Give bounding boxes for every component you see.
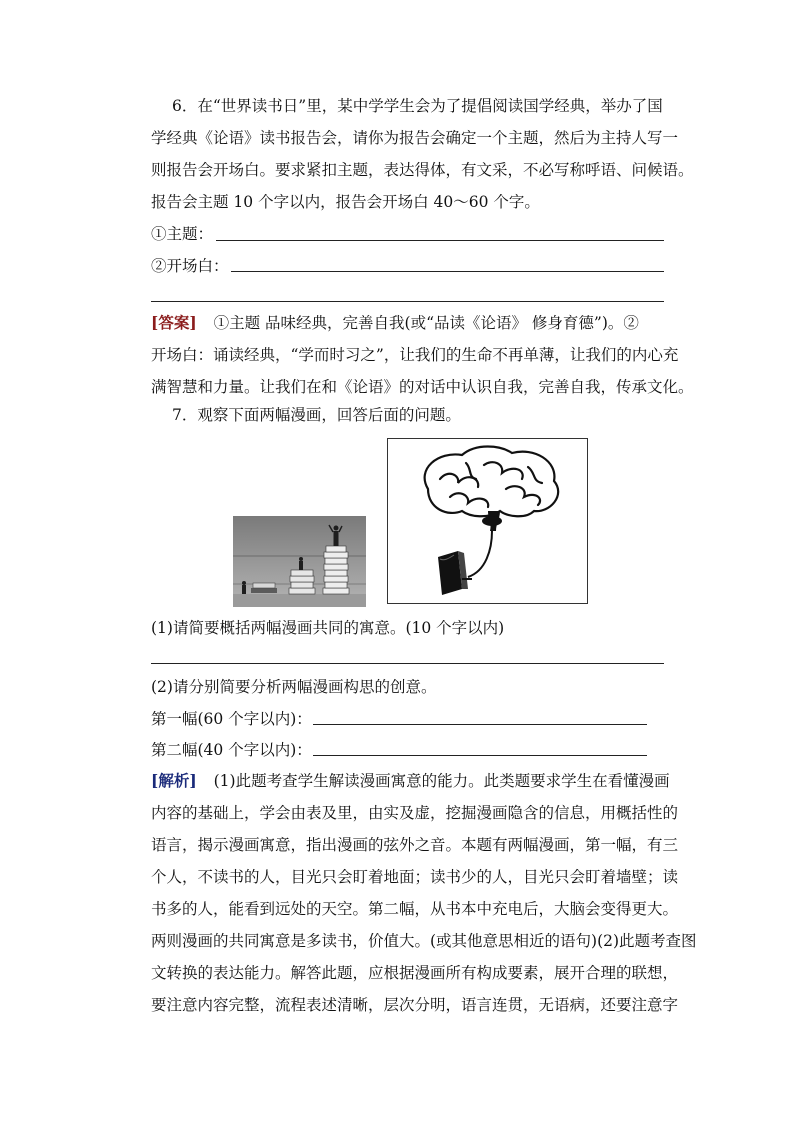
cartoon-reading-heights — [233, 516, 366, 607]
analysis-line-2: 内容的基础上，学会由表及里，由实及虚，挖掘漫画隐含的信息，用概括性的 — [151, 804, 679, 822]
theme-answer-line[interactable] — [216, 240, 664, 241]
opening-answer-line-2[interactable] — [151, 301, 664, 302]
analysis-text-1: (1)此题考查学生解读漫画寓意的能力。此类题要求学生在看懂漫画 — [213, 772, 670, 790]
analysis-line-5: 书多的人，能看到远处的天空。第二幅，从书本中充电后，大脑会变得更大。 — [151, 900, 679, 918]
answer-line-2: 开场白：诵读经典，“学而时习之”，让我们的生命不再单薄，让我们的内心充 — [151, 346, 679, 364]
analysis-line-3: 语言，揭示漫画寓意，指出漫画的弦外之音。本题有两幅漫画，第一幅，有三 — [151, 836, 679, 854]
q7-sub1: (1)请简要概括两幅漫画共同的寓意。(10 个字以内) — [151, 619, 505, 637]
q6-line-4: 报告会主题 10 个字以内，报告会开场白 40～60 个字。 — [151, 193, 540, 211]
q7-stem: 7．观察下面两幅漫画，回答后面的问题。 — [172, 406, 461, 424]
answer-text-1: ①主题 品味经典，完善自我(或“品读《论语》 修身育德”)。② — [213, 314, 639, 332]
q6-line-3: 则报告会开场白。要求紧扣主题，表达得体，有文采，不必写称呼语、问候语。 — [151, 161, 694, 179]
q6-line-1: 6．在“世界读书日”里，某中学学生会为了提倡阅读国学经典，举办了国 — [172, 97, 663, 115]
panel2-label: 第二幅(40 个字以内)： — [151, 741, 312, 759]
book-stacks-illustration — [233, 516, 366, 607]
opening-answer-line-1[interactable] — [231, 271, 664, 272]
q6-line-2: 学经典《论语》读书报告会，请你为报告会确定一个主题，然后为主持人写一 — [151, 129, 679, 147]
answer-line-3: 满智慧和力量。让我们在和《论语》的对话中认识自我，完善自我，传承文化。 — [151, 378, 694, 396]
q7-sub2: (2)请分别简要分析两幅漫画构思的创意。 — [151, 678, 437, 696]
opening-label: ②开场白： — [151, 257, 229, 275]
analysis-line-1 — [151, 771, 670, 791]
analysis-line-8: 要注意内容完整，流程表述清晰，层次分明，语言连贯，无语病，还要注意字 — [151, 996, 679, 1014]
sub1-answer-line[interactable] — [151, 663, 664, 664]
panel1-label: 第一幅(60 个字以内)： — [151, 710, 312, 728]
cartoon-brain-charging — [387, 438, 588, 604]
panel2-answer-line[interactable] — [313, 755, 647, 756]
panel1-answer-line[interactable] — [313, 724, 647, 725]
analysis-line-6: 两则漫画的共同寓意是多读书，价值大。(或其他意思相近的语句)(2)此题考查图 — [151, 932, 697, 950]
analysis-tag: [解析] — [151, 771, 197, 790]
answer-line-1 — [151, 313, 662, 333]
theme-label: ①主题： — [151, 225, 214, 243]
analysis-line-7: 文转换的表达能力。解答此题，应根据漫画所有构成要素，展开合理的联想， — [151, 964, 679, 982]
analysis-line-4: 个人，不读书的人，目光只会盯着地面；读书少的人，目光只会盯着墙壁；读 — [151, 868, 679, 886]
answer-tag: [答案] — [151, 313, 197, 332]
brain-book-illustration — [388, 439, 587, 603]
